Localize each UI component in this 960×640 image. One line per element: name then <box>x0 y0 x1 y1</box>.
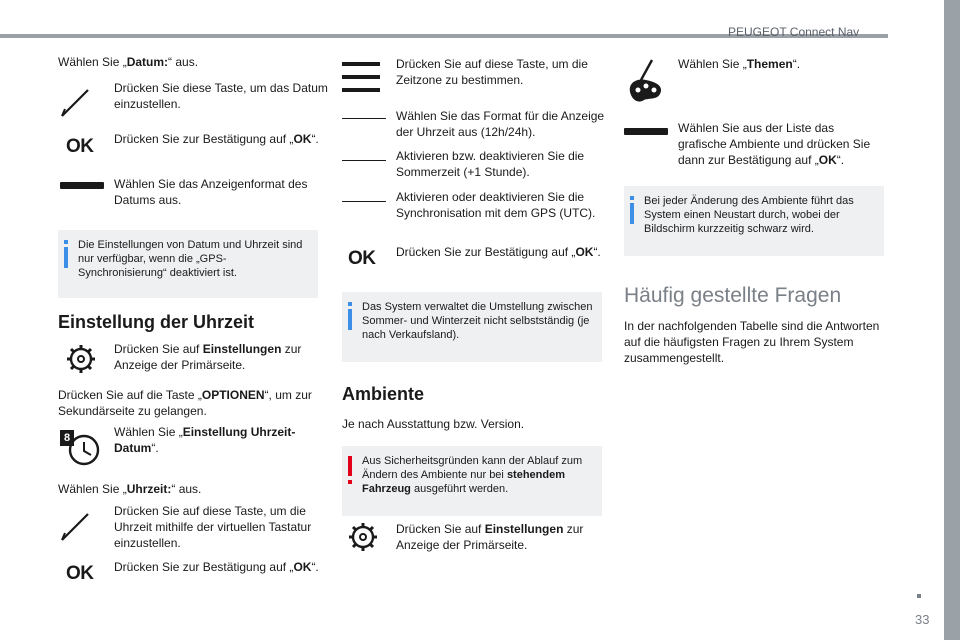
ok-icon-time: OK <box>66 563 94 584</box>
warning-icon <box>348 456 352 484</box>
step-open-settings: Drücken Sie auf Einstellungen zur Anzeige der Primärseite. <box>114 342 302 372</box>
date-intro: Wählen Sie „Datum:“ aus. <box>58 55 199 69</box>
step-time-date-setting: Wählen Sie „Einstellung Uhrzeit-Datum“. <box>114 425 296 455</box>
warning-box-ambiente: Aus Sicherheitsgründen kann der Ablauf zum Ändern des Ambiente nur bei stehendem Fahrzeug ausgeführt werden. <box>342 446 602 516</box>
step-date-format: Wählen Sie das Anzeigenformat des Datums aus. <box>114 177 308 207</box>
gear-icon <box>64 342 98 376</box>
ambiente-intro: Je nach Ausstattung bzw. Version. <box>342 417 525 431</box>
step-confirm-time: Drücken Sie zur Bestätigung auf „OK“. <box>114 560 319 574</box>
menu-icon <box>342 62 380 92</box>
ok-icon-zone: OK <box>348 248 376 269</box>
faq-intro: In der nachfolgenden Tabelle sind die Antworten auf die häufigsten Fragen zu Ihrem System zusammengestellt. <box>624 319 880 365</box>
step-choose-ambiente: Wählen Sie aus der Liste das grafische Ambiente und drücken Sie dann zur Bestätigung auf „OK“. <box>678 121 871 167</box>
gps-line-icon <box>342 201 386 202</box>
heading-faq: Häufig gestellte Fragen <box>624 284 842 307</box>
ok-icon: OK <box>66 136 94 157</box>
dst-line-icon <box>342 160 386 161</box>
time-intro: Wählen Sie „Uhrzeit:“ aus. <box>58 482 202 496</box>
palette-icon <box>624 58 666 104</box>
running-header: PEUGEOT Connect Nav <box>728 25 860 39</box>
format-bar-icon <box>60 182 104 189</box>
step-select-themes: Wählen Sie „Themen“. <box>678 57 801 71</box>
heading-time-setting: Einstellung der Uhrzeit <box>58 312 255 332</box>
heading-ambiente: Ambiente <box>342 384 425 404</box>
step-time-format: Wählen Sie das Format für die Anzeige der Uhrzeit aus (12h/24h). <box>396 109 605 139</box>
footer-mark <box>917 594 921 598</box>
info-box-date: Die Einstellungen von Datum und Uhrzeit sind nur verfügbar, wenn die „GPS-Synchronisierung“ deaktiviert ist. <box>58 230 318 298</box>
info-icon <box>630 196 634 224</box>
list-bar-icon <box>624 128 668 135</box>
info-box-restart: Bei jeder Änderung des Ambiente führt das System einen Neustart durch, wobei der Bildschirm kurzzeitig schwarz wird. <box>624 186 884 256</box>
step-set-date: Drücken Sie diese Taste, um das Datum einzustellen. <box>114 81 328 111</box>
info-icon <box>348 302 352 330</box>
step-gps-sync: Aktivieren oder deaktivieren Sie die Synchronisation mit dem GPS (UTC). <box>396 190 596 220</box>
pencil-icon-time <box>58 508 98 544</box>
side-rule <box>944 0 960 640</box>
pencil-icon <box>58 84 98 120</box>
step-daylight-saving: Aktivieren bzw. deaktivieren Sie die Sommerzeit (+1 Stunde). <box>396 149 585 179</box>
info-icon <box>64 240 68 268</box>
format-line-icon <box>342 118 386 119</box>
step-set-time: Drücken Sie auf diese Taste, um die Uhrzeit mithilfe der virtuellen Tastatur einzustellen. <box>114 504 312 550</box>
gear-icon-ambiente <box>346 520 380 554</box>
page-number: 33 <box>915 612 930 627</box>
options-paragraph: Drücken Sie auf die Taste „OPTIONEN“, um zur Sekundärseite zu gelangen. <box>58 388 312 418</box>
info-box-dst: Das System verwaltet die Umstellung zwischen Sommer- und Winterzeit nicht selbstständig (je nach Verkaufsland). <box>342 292 602 362</box>
step-timezone: Drücken Sie auf diese Taste, um die Zeitzone zu bestimmen. <box>396 57 588 87</box>
step-confirm-zone: Drücken Sie zur Bestätigung auf „OK“. <box>396 245 601 259</box>
step-open-settings-ambiente: Drücken Sie auf Einstellungen zur Anzeige der Primärseite. <box>396 522 584 552</box>
step-confirm-date: Drücken Sie zur Bestätigung auf „OK“. <box>114 132 319 146</box>
step-badge: 8 <box>60 430 74 446</box>
